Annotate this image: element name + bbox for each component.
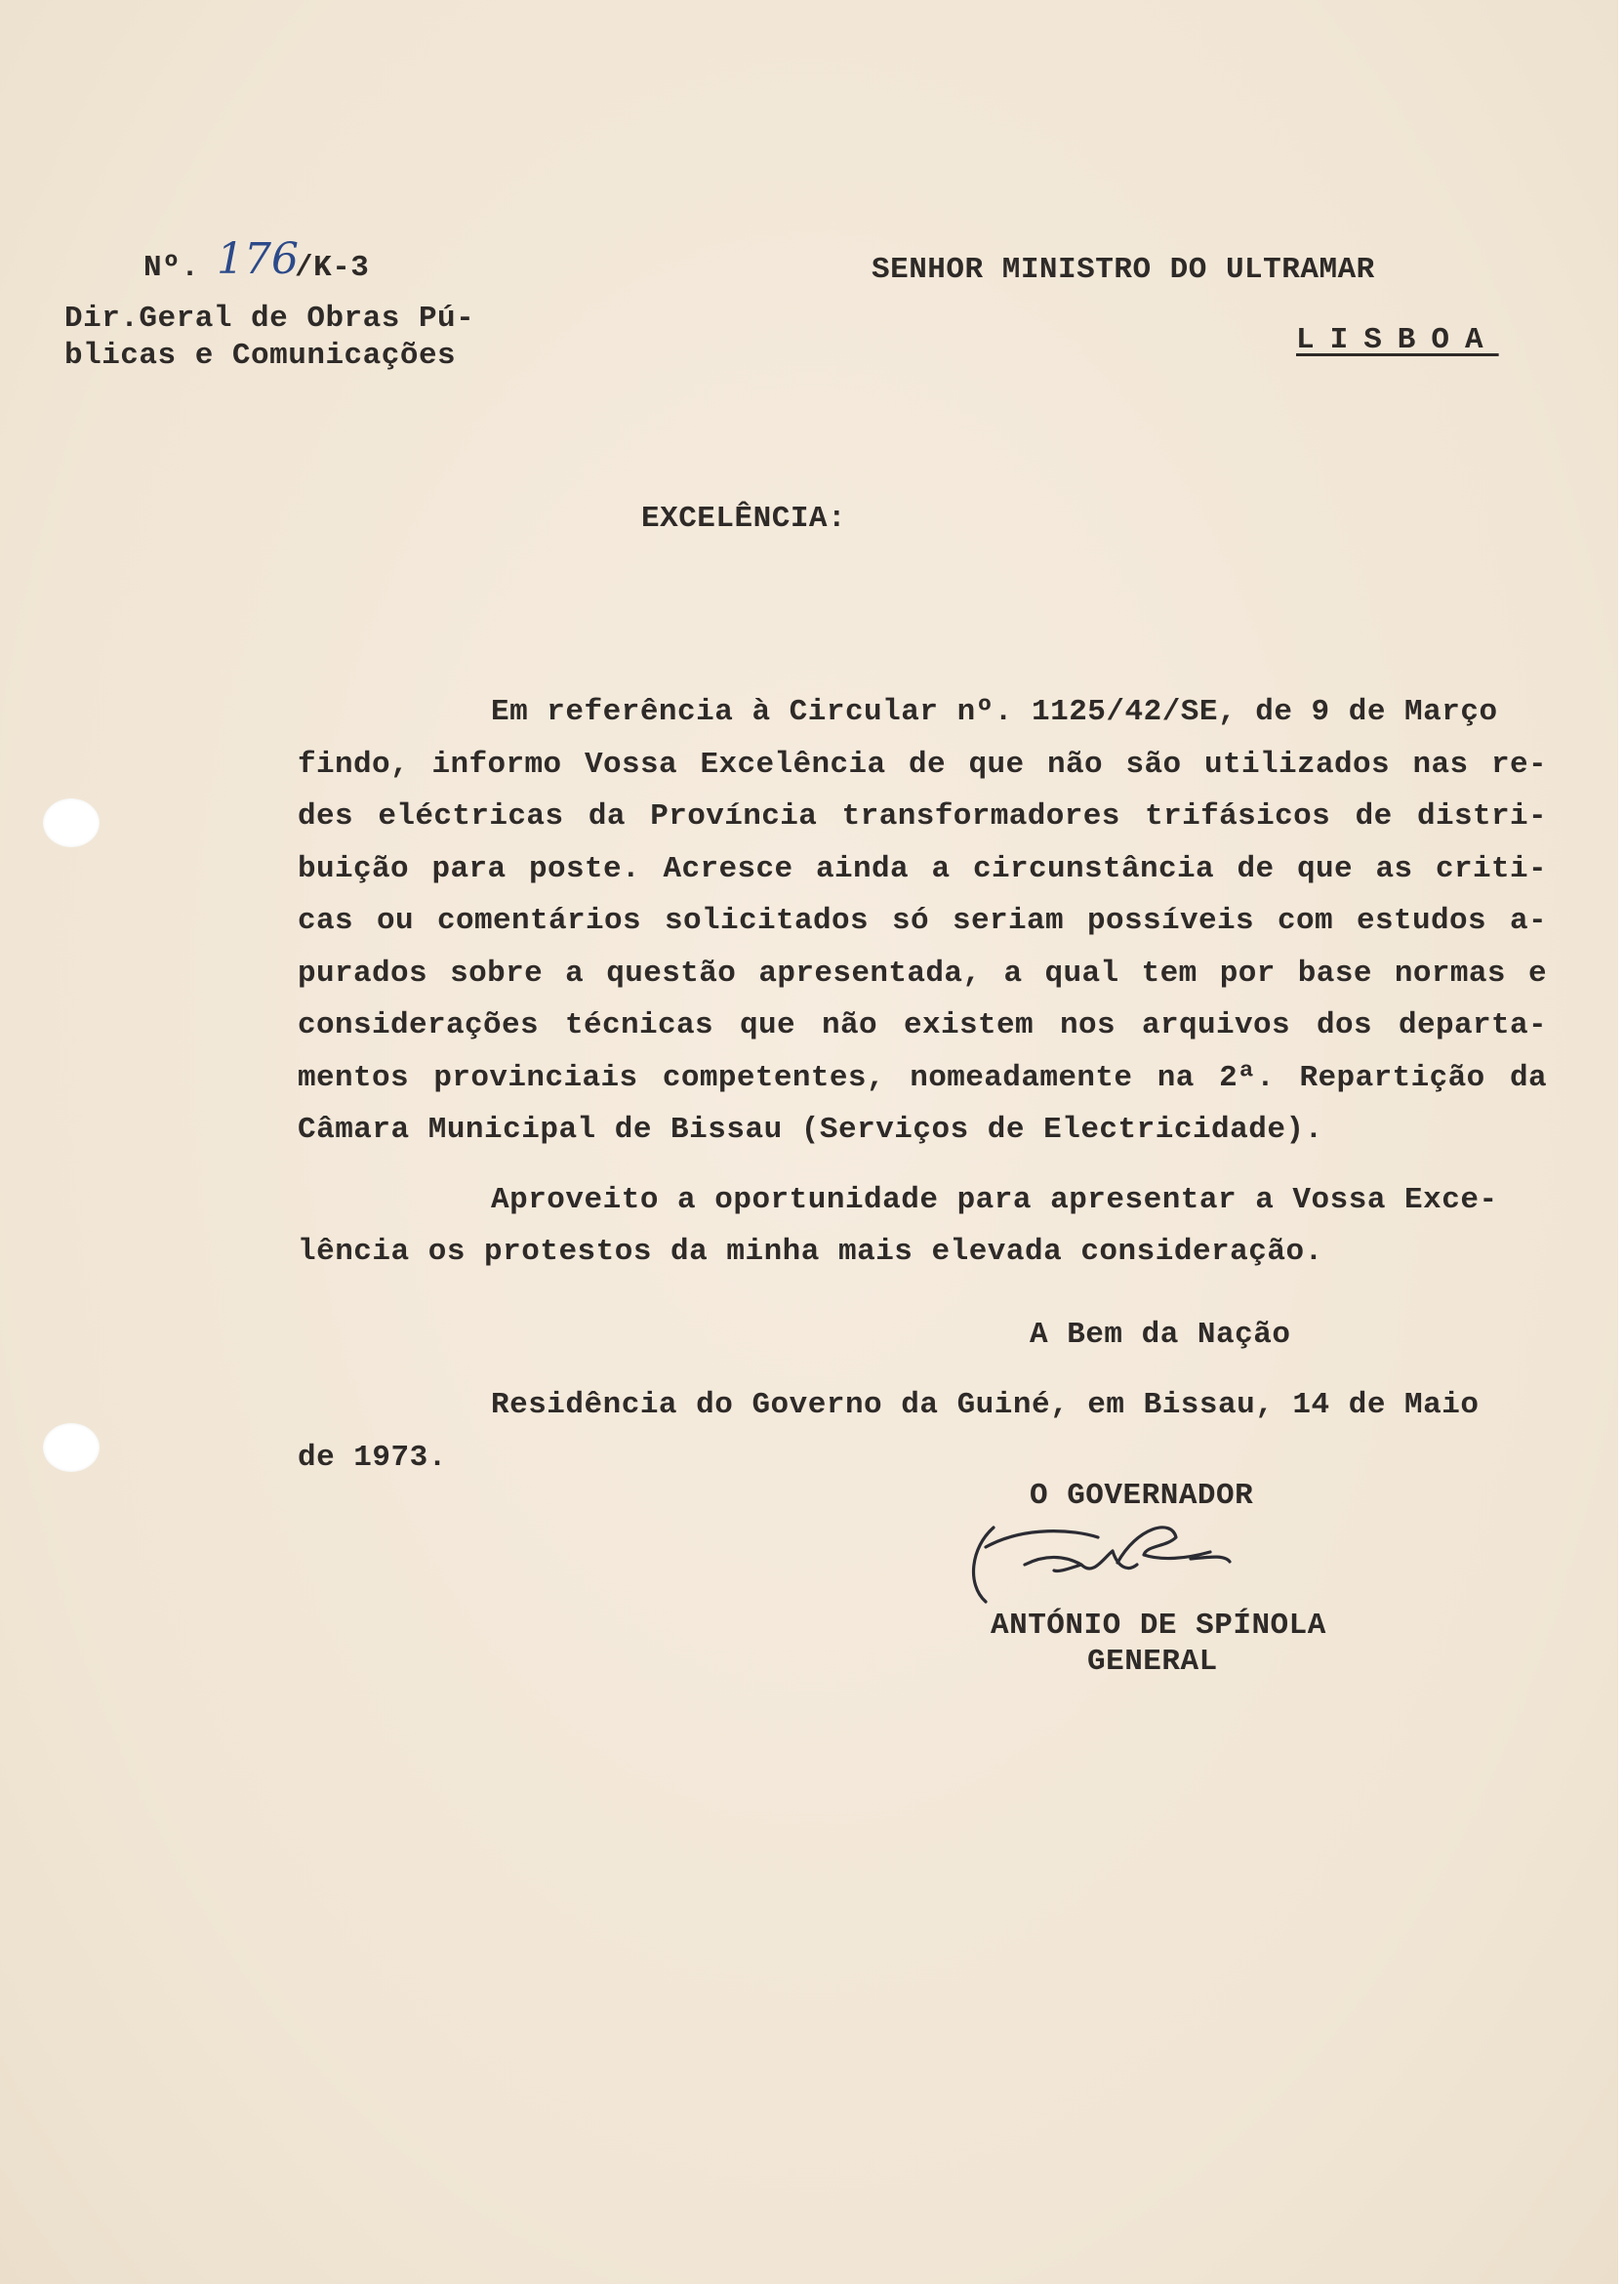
paragraph-1-line-7: considerações técnicas que não existem nos arquivos dos departa- bbox=[298, 1008, 1547, 1042]
department-line-2: blicas e Comunicações bbox=[64, 339, 457, 373]
place-date-line-1: Residência do Governo da Guiné, em Bissau, 14 de Maio bbox=[491, 1388, 1480, 1422]
paragraph-2-line-1: Aproveito a oportunidade para apresentar a Vossa Exce- bbox=[491, 1183, 1498, 1217]
addressee-city: LISBOA bbox=[1296, 323, 1499, 357]
salutation: EXCELÊNCIA: bbox=[641, 502, 847, 536]
reference-number-suffix: /K-3 bbox=[295, 251, 370, 285]
paragraph-1-line-4: buição para poste. Acresce ainda a circunstância de que as criti- bbox=[298, 852, 1547, 886]
addressee: SENHOR MINISTRO DO ULTRAMAR bbox=[872, 253, 1375, 287]
paragraph-2-line-2: lência os protestos da minha mais elevada consideração. bbox=[298, 1235, 1323, 1269]
paragraph-1-line-5: cas ou comentários solicitados só seriam possíveis com estudos a- bbox=[298, 904, 1547, 938]
page-edge bbox=[1618, 0, 1624, 2284]
punch-hole-top bbox=[43, 798, 100, 847]
signatory-role: O GOVERNADOR bbox=[1030, 1479, 1254, 1513]
department-line-1: Dir.Geral de Obras Pú- bbox=[64, 302, 475, 336]
paragraph-1-line-2: findo, informo Vossa Excelência de que não são utilizados nas re- bbox=[298, 748, 1547, 782]
paragraph-1-line-9: Câmara Municipal de Bissau (Serviços de Electricidade). bbox=[298, 1113, 1323, 1147]
signatory-name: ANTÓNIO DE SPÍNOLA bbox=[991, 1609, 1326, 1643]
signatory-rank: GENERAL bbox=[1087, 1645, 1218, 1679]
paragraph-1-line-6: purados sobre a questão apresentada, a qual tem por base normas e bbox=[298, 957, 1547, 991]
place-date-line-2: de 1973. bbox=[298, 1441, 447, 1475]
closing-motto: A Bem da Nação bbox=[1030, 1318, 1291, 1352]
paragraph-1-line-3: des eléctricas da Província transformadores trifásicos de distri- bbox=[298, 799, 1547, 834]
reference-number-prefix: Nº. bbox=[143, 251, 200, 285]
handwritten-signature bbox=[966, 1508, 1279, 1615]
reference-number-handwritten: 176 bbox=[217, 234, 299, 284]
punch-hole-bottom bbox=[43, 1423, 100, 1472]
paragraph-1-line-8: mentos provinciais competentes, nomeadamente na 2ª. Repartição da bbox=[298, 1061, 1547, 1095]
paragraph-1-line-1: Em referência à Circular nº. 1125/42/SE, de 9 de Março bbox=[491, 695, 1498, 729]
